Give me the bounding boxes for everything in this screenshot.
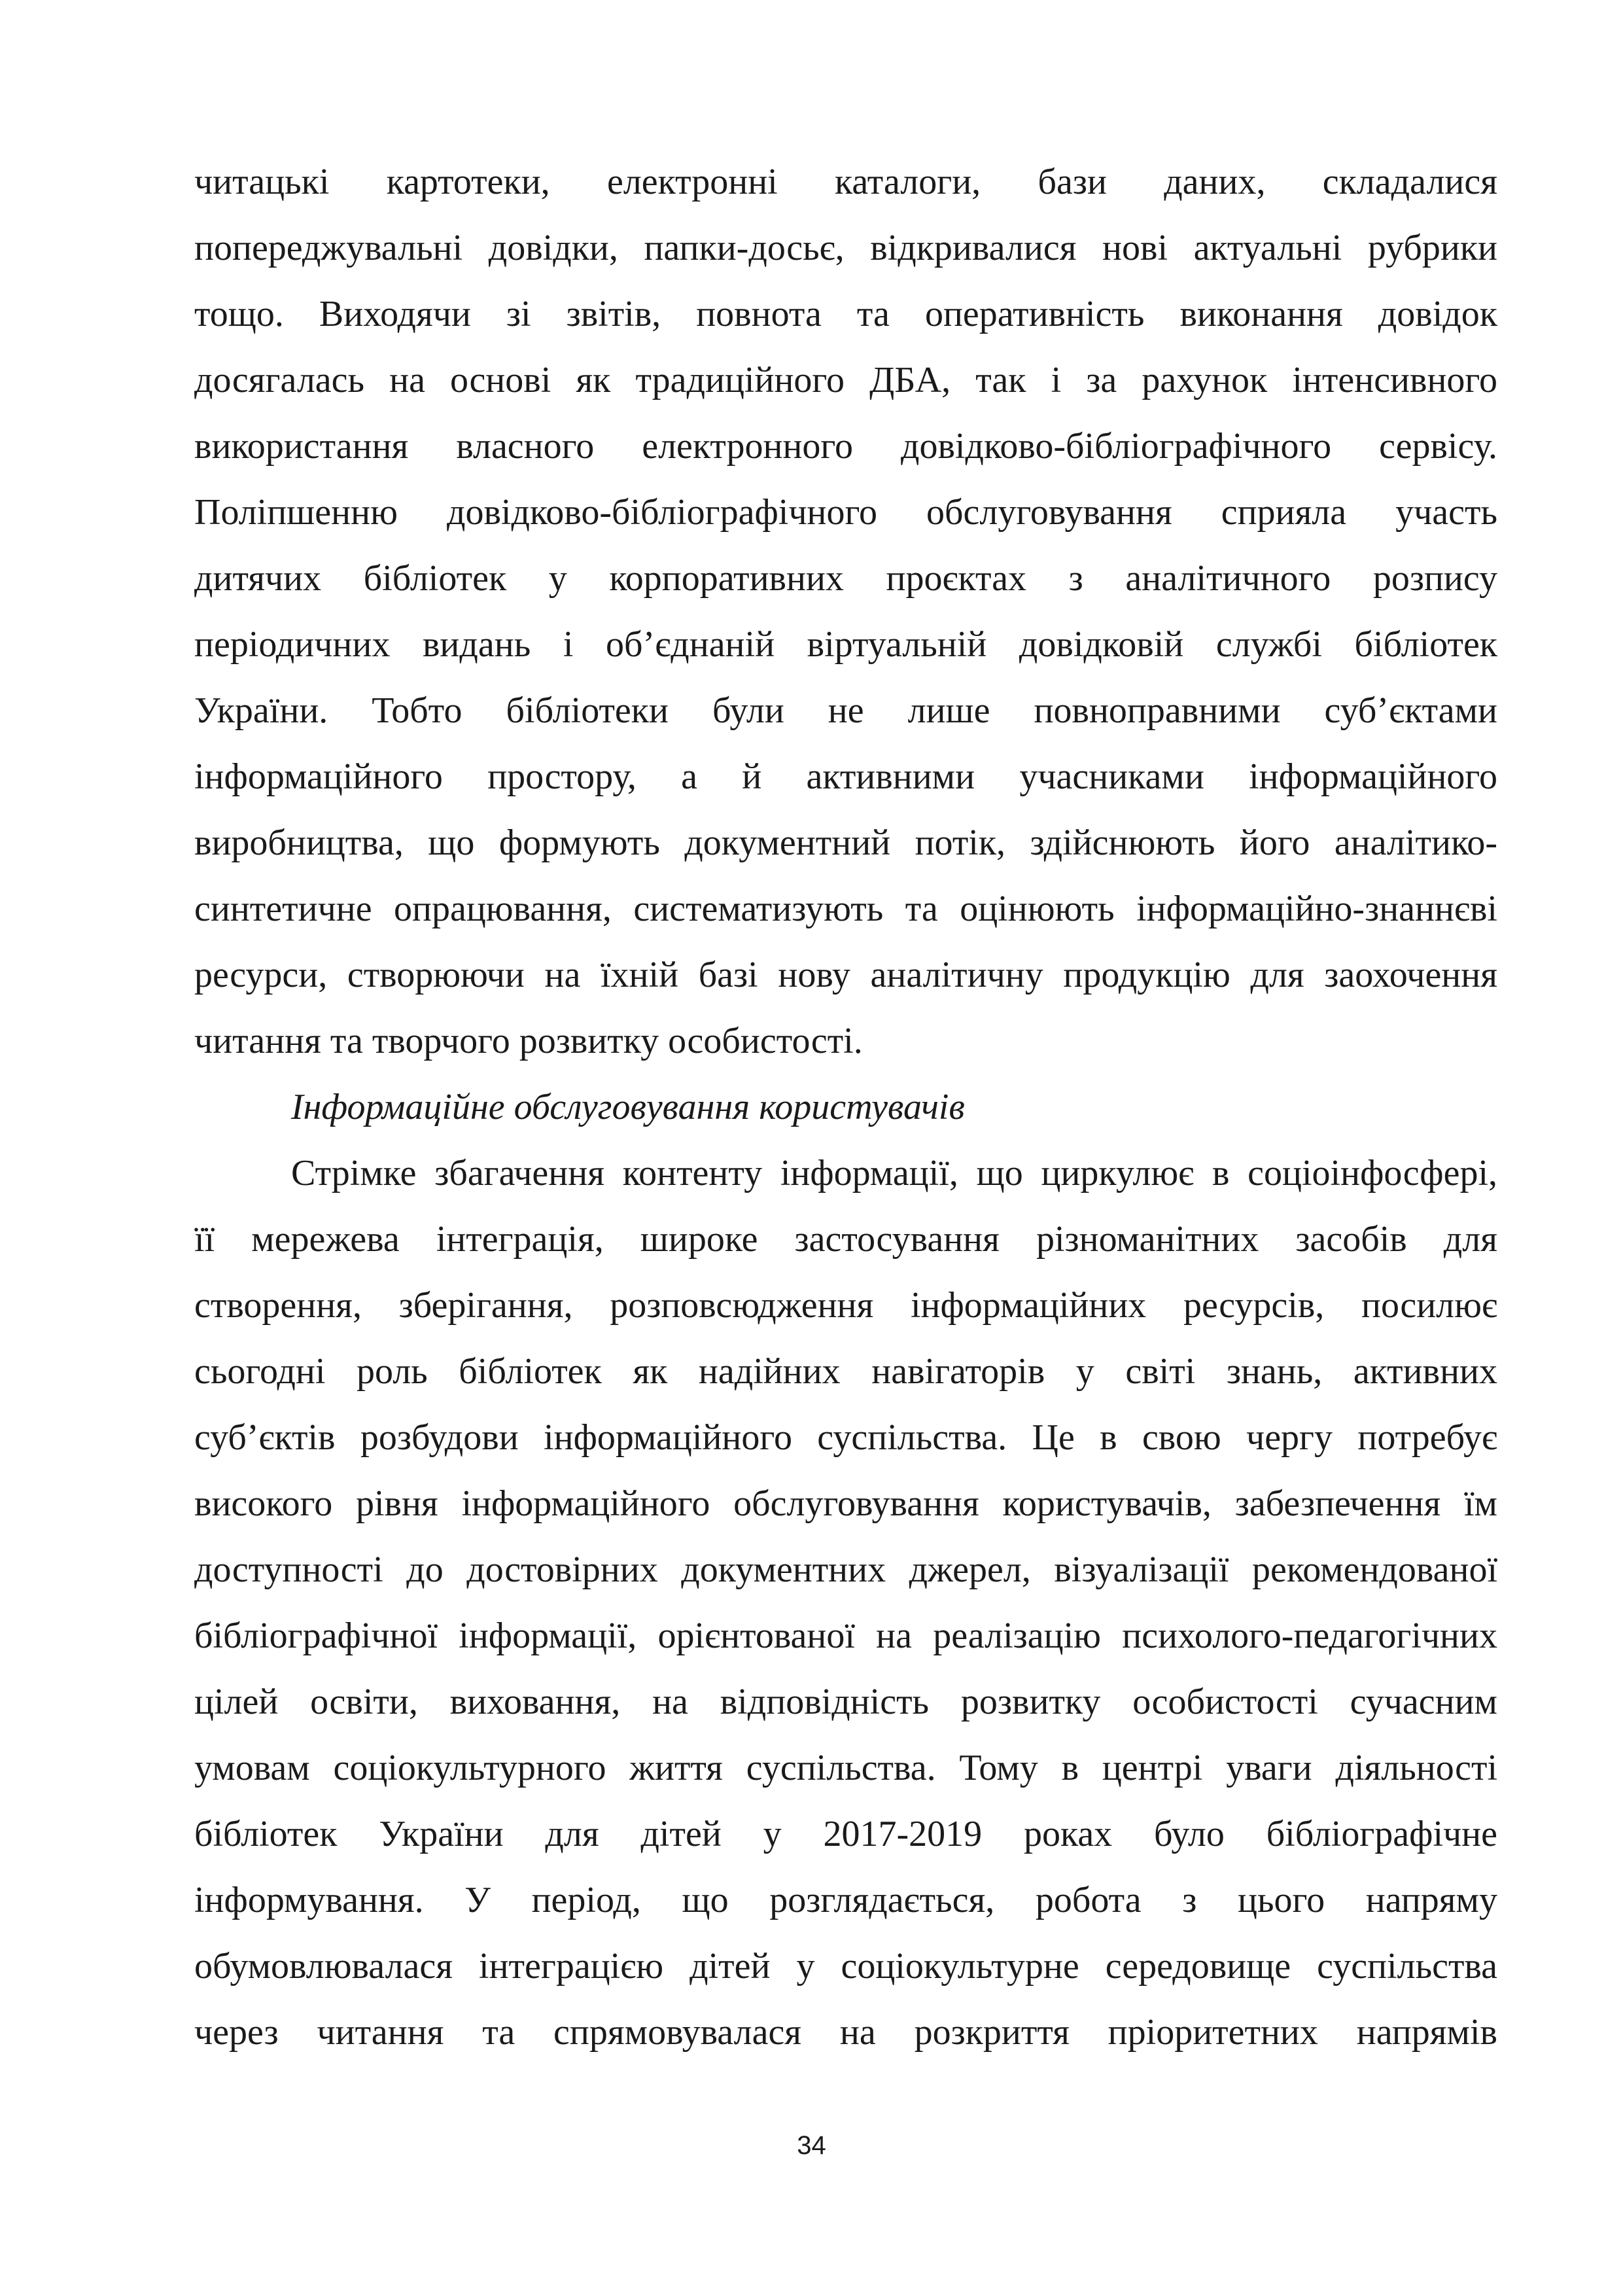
text-line: створення, зберігання, розповсюдження інформаційних ресурсів, посилює xyxy=(194,1285,1497,1326)
section-heading: Інформаційне обслуговування користувачів xyxy=(291,1087,965,1127)
text-line: через читання та спрямовувалася на розкриття пріоритетних напрямів xyxy=(194,2012,1497,2053)
paragraph-continued xyxy=(194,149,1497,1074)
text-line: високого рівня інформаційного обслуговування користувачів, забезпечення їм xyxy=(194,1483,1497,1524)
text-line: обумовлювалася інтеграцією дітей у соціокультурне середовище суспільства xyxy=(194,1946,1497,1987)
text-line: попереджувальні довідки, папки-досьє, відкривалися нові актуальні рубрики xyxy=(194,228,1497,268)
text-line: суб’єктів розбудови інформаційного суспільства. Це в свою чергу потребує xyxy=(194,1417,1497,1458)
text-line: Стрімке збагачення контенту інформації, що циркулює в соціоінфосфері, xyxy=(291,1153,1497,1193)
text-line: періодичних видань і об’єднаній віртуальній довідковій службі бібліотек xyxy=(194,624,1497,665)
text-line: читацькі картотеки, електронні каталоги, бази даних, складалися xyxy=(194,162,1497,202)
paragraph-information-service xyxy=(194,1140,1497,2066)
text-line: виробництва, що формують документний потік, здійснюють його аналітико- xyxy=(194,822,1497,863)
text-line: ресурси, створюючи на їхній базі нову аналітичну продукцію для заохочення xyxy=(194,955,1497,995)
text-line: доступності до достовірних документних джерел, візуалізації рекомендованої xyxy=(194,1549,1497,1590)
text-line: цілей освіти, виховання, на відповідність розвитку особистості сучасним xyxy=(194,1682,1497,1722)
text-line: сьогодні роль бібліотек як надійних навігаторів у світі знань, активних xyxy=(194,1351,1497,1392)
text-line: бібліографічної інформації, орієнтованої на реалізацію психолого-педагогічних xyxy=(194,1616,1497,1656)
text-line: читання та творчого розвитку особистості. xyxy=(194,1021,863,1061)
text-line: використання власного електронного довідково-бібліографічного сервісу. xyxy=(194,426,1497,467)
page-number: 34 xyxy=(797,2131,826,2160)
text-line: її мережева інтеграція, широке застосування різноманітних засобів для xyxy=(194,1219,1497,1260)
text-line: тощо. Виходячи зі звітів, повнота та оперативність виконання довідок xyxy=(194,294,1497,334)
text-line: бібліотек України для дітей у 2017-2019 роках було бібліографічне xyxy=(194,1814,1497,1854)
text-line: інформування. У період, що розглядається, робота з цього напряму xyxy=(194,1880,1497,1920)
text-line: дитячих бібліотек у корпоративних проєктах з аналітичного розпису xyxy=(194,558,1497,599)
text-line: Поліпшенню довідково-бібліографічного обслуговування сприяла участь xyxy=(194,492,1497,533)
text-line: умовам соціокультурного життя суспільства. Тому в центрі уваги діяльності xyxy=(194,1748,1497,1788)
text-line: України. Тобто бібліотеки були не лише повноправними суб’єктами xyxy=(194,690,1497,731)
body-text xyxy=(194,149,1497,2066)
text-line: досягалась на основі як традиційного ДБА, так і за рахунок інтенсивного xyxy=(194,360,1497,400)
text-line: синтетичне опрацювання, систематизують та оцінюють інформаційно-знаннєві xyxy=(194,889,1497,929)
text-line: інформаційного простору, а й активними учасниками інформаційного xyxy=(194,756,1497,797)
